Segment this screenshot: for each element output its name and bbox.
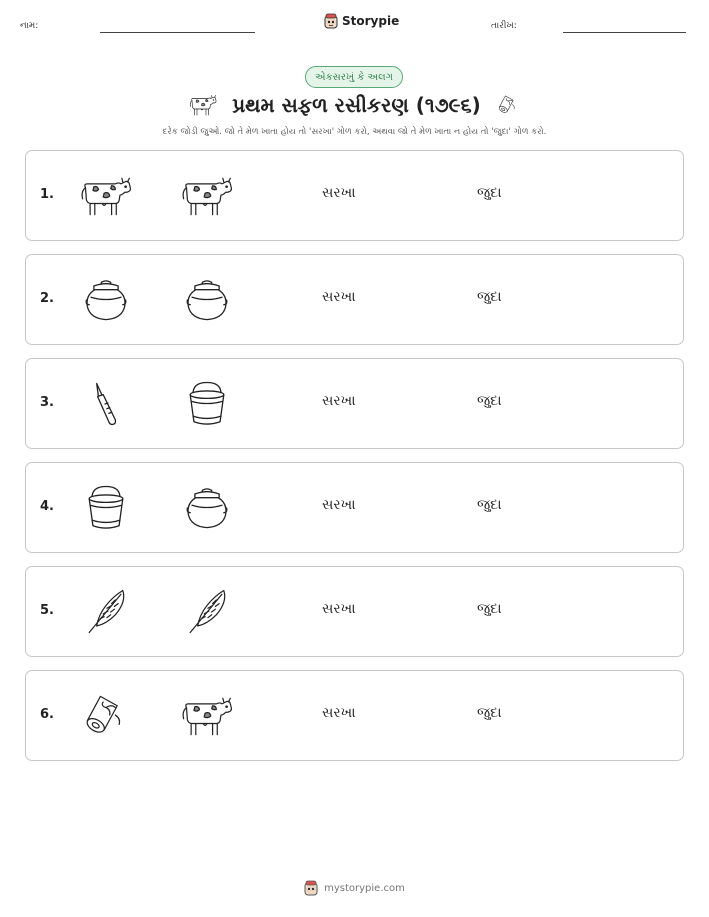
cow-icon xyxy=(78,171,134,221)
scroll-icon xyxy=(78,691,134,741)
date-field-line[interactable] xyxy=(563,32,686,33)
pot-icon xyxy=(179,275,235,325)
footer-url: mystorypie.com xyxy=(324,882,405,894)
same-option[interactable]: સરખા xyxy=(322,185,356,201)
different-option[interactable]: જુદા xyxy=(477,185,502,201)
scroll-icon xyxy=(495,90,521,120)
row-number: 3. xyxy=(40,395,54,410)
exercise-row-5 xyxy=(25,566,684,657)
same-option[interactable]: સરખા xyxy=(322,289,356,305)
logo-text: Storypie xyxy=(342,14,400,28)
instructions-text: દરેક જોડી જુઓ. જો તે મેળ ખાતા હોય તો 'સરખા' ગોળ કરો, અથવા જો તે મેળ ખાતા ન હોય તો 'જુદા' ગોળ કરો. xyxy=(162,127,547,137)
cow-icon-drawing xyxy=(179,691,235,741)
cow-icon-drawing xyxy=(179,171,235,221)
exercise-row-1 xyxy=(25,150,684,241)
row-number: 1. xyxy=(40,187,54,202)
storypie-mascot-icon xyxy=(324,13,338,29)
scroll-icon-drawing xyxy=(495,90,521,120)
title-row xyxy=(0,90,709,120)
bucket-icon xyxy=(78,483,134,533)
activity-badge: એકસરખું કે અલગ xyxy=(305,66,403,88)
bucket-icon xyxy=(179,379,235,429)
cow-icon-drawing xyxy=(188,92,218,118)
exercise-row-3 xyxy=(25,358,684,449)
pot-icon-drawing xyxy=(179,275,235,325)
quill-icon-drawing xyxy=(179,587,235,637)
cow-icon xyxy=(188,92,218,118)
exercise-row-6 xyxy=(25,670,684,761)
bucket-icon-drawing xyxy=(78,483,134,533)
pot-icon-drawing xyxy=(179,483,235,533)
lancet-icon xyxy=(78,379,134,429)
same-option[interactable]: સરખા xyxy=(322,393,356,409)
date-label: તારીખ: xyxy=(491,21,517,31)
same-option[interactable]: સરખા xyxy=(322,601,356,617)
different-option[interactable]: જુદા xyxy=(477,289,502,305)
exercise-row-2 xyxy=(25,254,684,345)
row-number: 2. xyxy=(40,291,54,306)
quill-icon-drawing xyxy=(78,587,134,637)
different-option[interactable]: જુદા xyxy=(477,601,502,617)
row-number: 6. xyxy=(40,707,54,722)
row-number: 4. xyxy=(40,499,54,514)
row-number: 5. xyxy=(40,603,54,618)
different-option[interactable]: જુદા xyxy=(477,497,502,513)
cow-icon xyxy=(179,171,235,221)
storypie-mascot-icon xyxy=(304,880,318,896)
pot-icon-drawing xyxy=(78,275,134,325)
same-option[interactable]: સરખા xyxy=(322,705,356,721)
pot-icon xyxy=(179,483,235,533)
name-label: નામ: xyxy=(20,21,39,31)
quill-icon xyxy=(179,587,235,637)
name-field-line[interactable] xyxy=(100,32,255,33)
bucket-icon-drawing xyxy=(179,379,235,429)
scroll-icon-drawing xyxy=(78,691,134,741)
different-option[interactable]: જુદા xyxy=(477,393,502,409)
cow-icon xyxy=(179,691,235,741)
quill-icon xyxy=(78,587,134,637)
storypie-logo xyxy=(324,13,399,29)
lancet-icon-drawing xyxy=(78,379,134,429)
exercise-row-4 xyxy=(25,462,684,553)
footer xyxy=(0,880,709,896)
different-option[interactable]: જુદા xyxy=(477,705,502,721)
cow-icon-drawing xyxy=(78,171,134,221)
pot-icon xyxy=(78,275,134,325)
same-option[interactable]: સરખા xyxy=(322,497,356,513)
page-title: પ્રથમ સફળ રસીકરણ (૧૭૯૬) xyxy=(232,93,481,117)
